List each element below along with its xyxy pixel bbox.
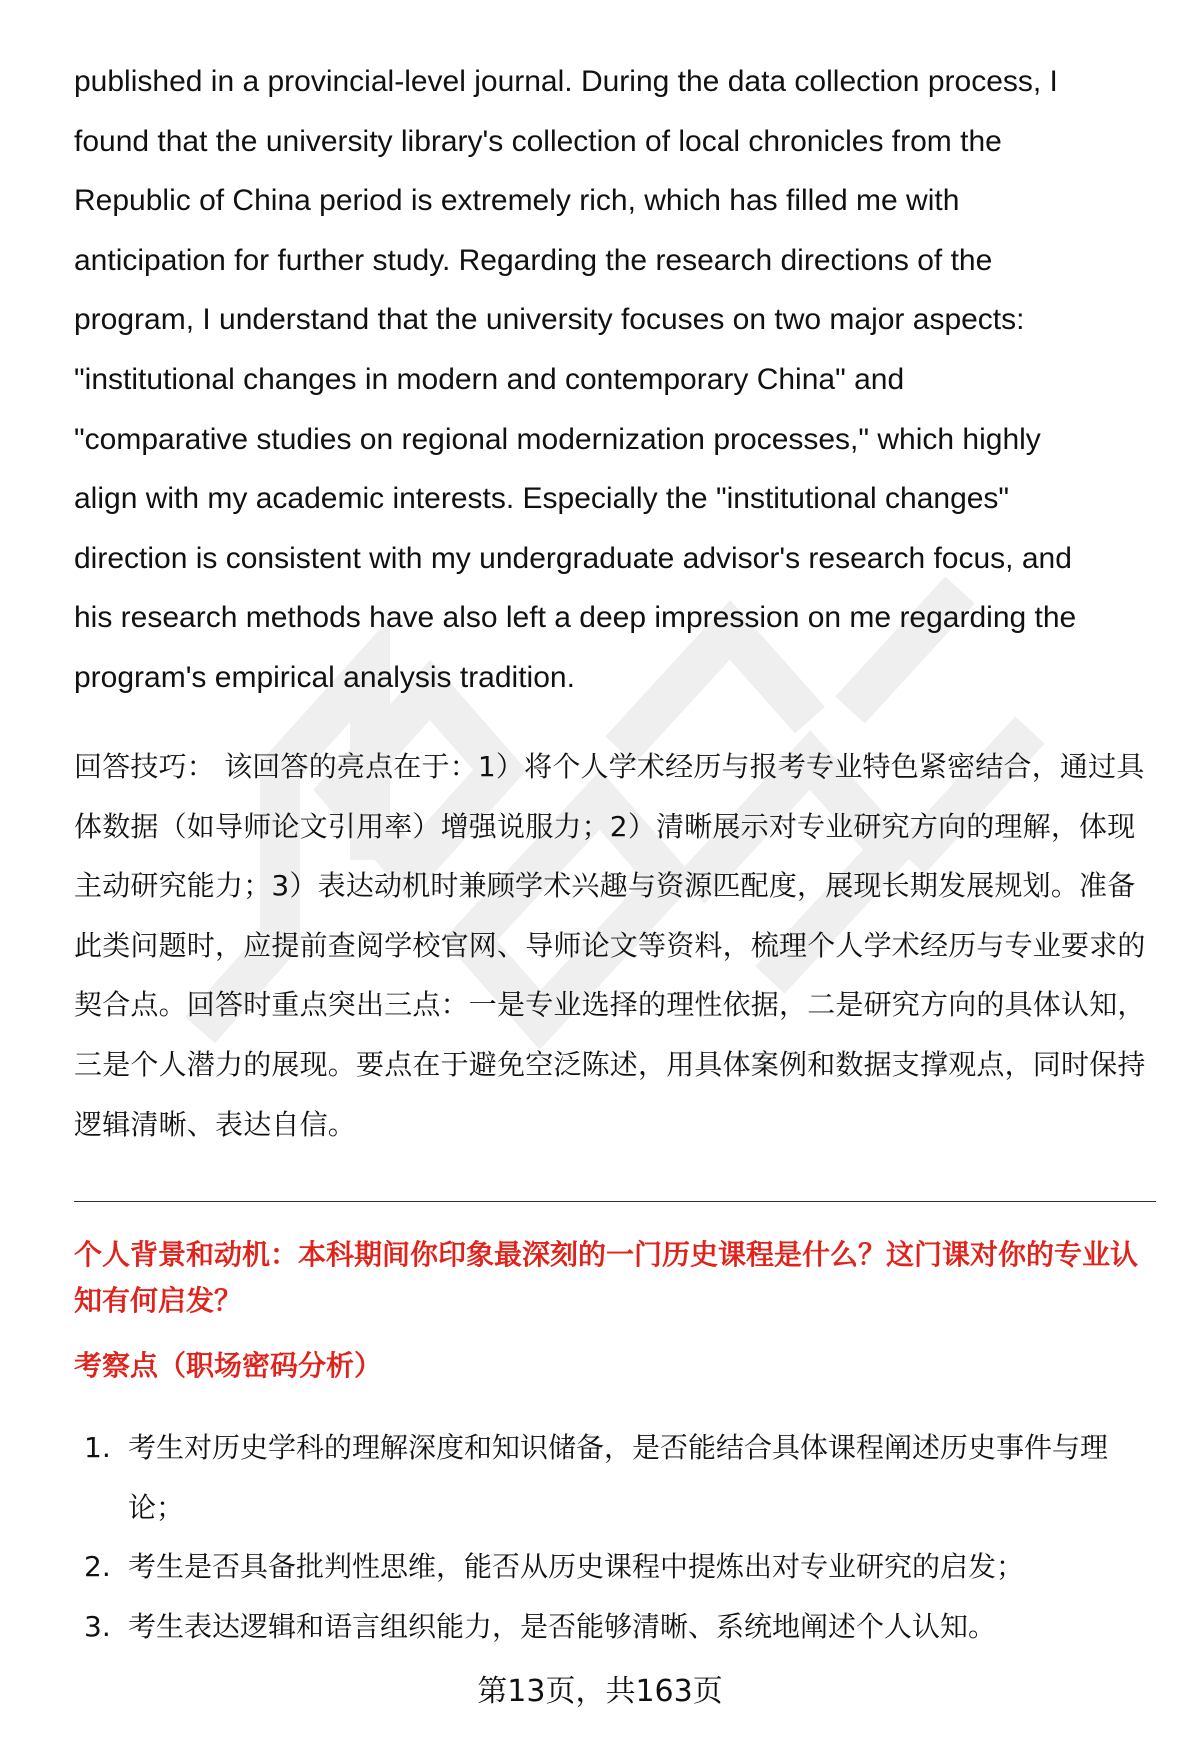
list-item bbox=[74, 1597, 1156, 1657]
list-item-text: 考生对历史学科的理解深度和知识储备，是否能结合具体课程阐述历史事件与理论； bbox=[128, 1431, 1109, 1524]
list-item bbox=[74, 1537, 1156, 1597]
page-number-footer: 第13页，共163页 bbox=[477, 1674, 723, 1709]
assessment-points-list bbox=[74, 1418, 1156, 1656]
body-paragraph-english: published in a provincial-level journal. During the data collection process, I found that the university library's collection of local chronicles from the Republic of China period is extremely rich, which has filled me with anticipation for further study. Regarding the research directions of the program, I understand that the university focuses on two major aspects: "institutional changes in modern and contemporary China" and "comparative studies on regional modernization processes," which highly align with my academic interests. Especially the "institutional changes" direction is consistent with my undergraduate advisor's research focus, and his research methods have also left a deep impression on me regarding the program's empirical analysis tradition. bbox=[74, 65, 1077, 694]
list-item-text: 考生是否具备批判性思维，能否从历史课程中提炼出对专业研究的启发； bbox=[128, 1550, 1025, 1584]
section-divider bbox=[74, 1201, 1156, 1202]
list-item-number: 3. bbox=[84, 1609, 111, 1643]
list-item-number: 2. bbox=[84, 1550, 111, 1584]
interview-question: 个人背景和动机：本科期间你印象最深刻的一门历史课程是什么？这门课对你的专业认知有何启发？ bbox=[74, 1238, 1139, 1317]
assessment-heading: 考察点（职场密码分析） bbox=[74, 1349, 383, 1382]
list-item bbox=[74, 1418, 1156, 1537]
list-item-text: 考生表达逻辑和语言组织能力，是否能够清晰、系统地阐述个人认知。 bbox=[128, 1609, 997, 1643]
answer-tips-paragraph: 回答技巧： 该回答的亮点在于：1）将个人学术经历与报考专业特色紧密结合，通过具体数据（如导师论文引用率）增强说服力；2）清晰展示对专业研究方向的理解，体现主动研究能力；3）表达动机时兼顾学术兴趣与资源匹配度，展现长期发展规划。准备此类问题时，应提前查阅学校官网、导师论文等资料，梳理个人学术经历与专业要求的契合点。回答时重点突出三点：一是专业选择的理性依据，二是研究方向的具体认知，三是个人潜力的展现。要点在于避免空泛陈述，用具体案例和数据支撑观点，同时保持逻辑清晰、表达自信。 bbox=[74, 750, 1146, 1141]
list-item-number: 1. bbox=[84, 1431, 111, 1464]
